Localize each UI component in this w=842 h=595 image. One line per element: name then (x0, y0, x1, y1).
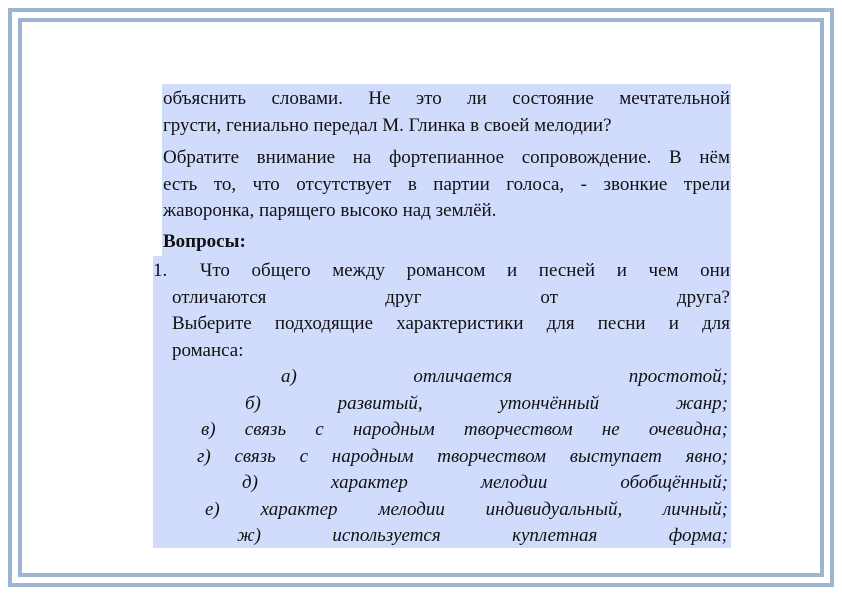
question-1-body (172, 285, 730, 365)
paragraph-2-line-3: жаворонка, парящего высоко над землёй. (163, 200, 497, 221)
option-zh: ж) используется куплетная форма; (237, 525, 728, 546)
question-1-line-1 (200, 258, 730, 285)
question-1-text-line-4: романса: (172, 339, 244, 361)
paragraph-2-line-1: Обратите внимание на фортепианное сопровождение. В нём (163, 147, 730, 168)
paragraph-1-line-2: грусти, гениально передал М. Глинка в своей мелодии? (163, 114, 612, 136)
question-1-text-line-2: отличаются друг от друга? (172, 286, 730, 308)
option-d: д) характер мелодии обобщённый; (242, 472, 728, 493)
option-b: б) развитый, утончённый жанр; (245, 392, 728, 414)
question-1-number: 1. (153, 260, 168, 281)
option-g: г) связь с народным творчеством выступает явно; (197, 445, 728, 467)
option-a: а) отличается простотой; (281, 366, 728, 387)
paragraph-1 (163, 86, 730, 139)
option-v: в) связь с народным творчеством не очевидна; (201, 419, 728, 440)
question-1-text-line-1: Что общего между романсом и песней и чем они (200, 260, 730, 281)
paragraph-2-line-2: есть то, что отсутствует в партии голоса, - звонкие трели (163, 173, 730, 195)
paragraph-1-line-1: объяснить словами. Не это ли состояние мечтательной (163, 88, 730, 109)
paragraph-2 (163, 145, 730, 225)
option-e: е) характер мелодии индивидуальный, личный; (205, 498, 728, 520)
question-1-text-line-3: Выберите подходящие характеристики для песни и для (172, 313, 730, 334)
questions-heading: Вопросы: (163, 231, 246, 252)
